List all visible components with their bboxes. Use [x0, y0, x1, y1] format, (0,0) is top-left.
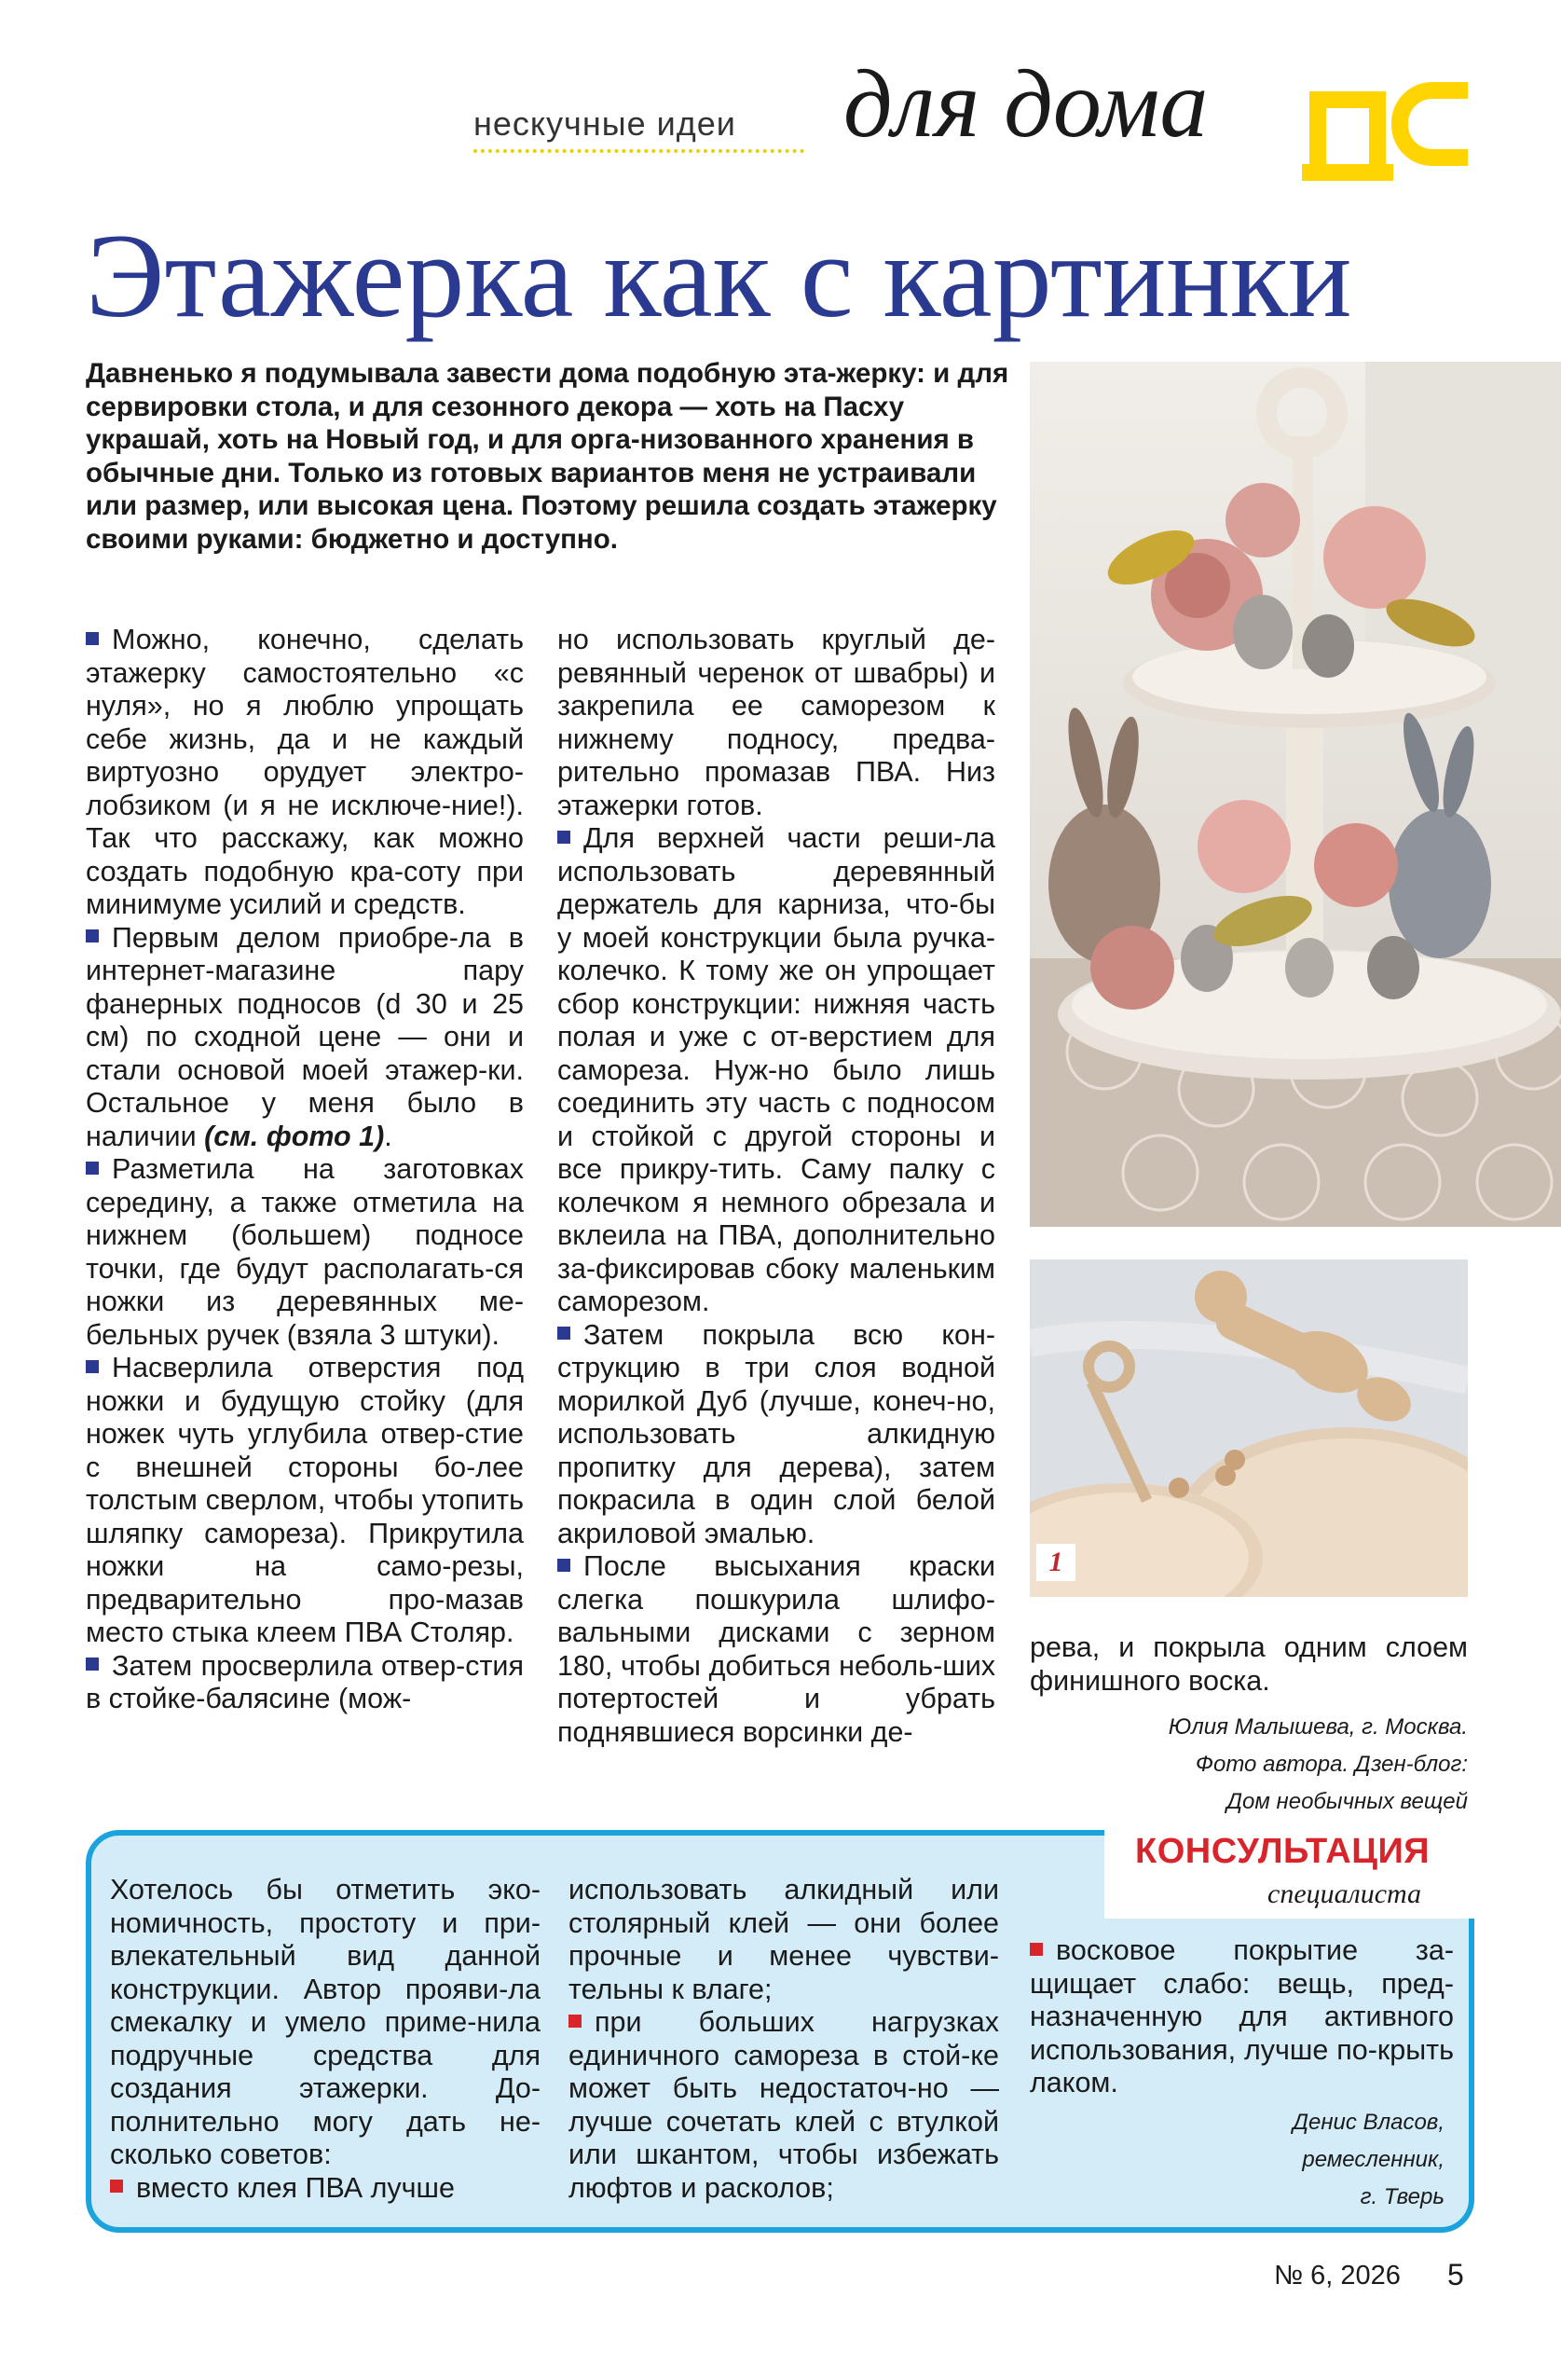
bullet-icon — [557, 1327, 570, 1340]
paragraph: Затем покрыла всю кон-струкцию в три слоя водной морилкой Дуб (лучше, конеч-но, использовать алкидную пропитку для дерева), затем покрасила в один слой белой акриловой эмалью. — [557, 1318, 995, 1549]
paragraph: восковое покрытие за-щищает слабо: вещь, пред-назначенную для активного использования, лучше по-крыть лаком. — [1030, 1934, 1454, 2098]
bullet-icon — [568, 2015, 582, 2028]
photo-number-badge: 1 — [1036, 1544, 1075, 1581]
bullet-icon — [557, 1559, 570, 1572]
stand-illustration — [1030, 362, 1561, 1227]
rubric-underline — [473, 149, 804, 153]
paragraph: Затем просверлила отвер-стия в стойке-балясине (мож- — [86, 1649, 524, 1714]
parts-illustration — [1030, 1259, 1468, 1597]
page-number: 5 — [1447, 2258, 1464, 2291]
magazine-logo — [1309, 73, 1472, 175]
credit-line: г. Тверь — [1360, 2184, 1445, 2209]
paragraph: но использовать круглый де-ревянный черенок от швабры) и закрепила ее саморезом к нижнему подносу, предва-рительно промазав ПВА. Низ этажерки готов. — [557, 624, 995, 821]
bullet-icon — [110, 2180, 123, 2193]
article-column-3: рева, и покрыла одним слоем финишного воска. — [1030, 1631, 1468, 1697]
bullet-icon — [86, 1360, 99, 1373]
paragraph: Первым делом приобре-ла в интернет-магазине пару фанерных подносов (d 30 и 25 см) по сходной цене — они и стали основой моей этажер-ки. Остальное у меня было в наличии (см. фото 1). — [86, 921, 524, 1152]
logo-letter-d — [1309, 91, 1386, 166]
article-column-1 — [86, 624, 524, 1716]
bullet-icon — [86, 1162, 99, 1175]
article-column-2 — [557, 624, 995, 1749]
logo-letter-s — [1391, 82, 1468, 166]
author-credits — [1030, 1709, 1468, 1821]
paragraph: Насверлила отверстия под ножки и будущую стойку (для ножек чуть углубила отвер-стие с внешней стороны бо-лее толстым сверлом, чтобы утопить шляпку самореза). Прикрутила ножки на само-резы, предварительно про-мазав место стыка клеем ПВА Столяр. — [86, 1352, 524, 1648]
rubric-title: для дома — [843, 50, 1209, 158]
paragraph: Можно, конечно, сделать этажерку самостоятельно «с нуля», но я люблю упрощать себе жизнь, да и не каждый виртуозно орудует электро-лобзиком (и я не исключе-ние!). Так что расскажу, как можно создать подобную кра-соту при минимуме усилий и средств. — [86, 624, 524, 920]
consultation-title: КОНСУЛЬТАЦИЯ — [1135, 1832, 1431, 1871]
credit-line: Юлия Малышева, г. Москва. — [1168, 1714, 1468, 1740]
bullet-icon — [86, 929, 99, 942]
credit-line: ремесленник, — [1302, 2147, 1445, 2172]
photo-tiered-stand — [1030, 362, 1561, 1227]
photo-reference: (см. фото 1) — [204, 1120, 385, 1152]
consultation-column-1 — [110, 1874, 541, 2205]
expert-credits — [1030, 2104, 1445, 2216]
paragraph: Разметила на заготовках середину, а также отметила на нижнем (большем) подносе точки, где будут располагать-ся ножки из деревянных ме-бельных ручек (взяла 3 штуки). — [86, 1153, 524, 1351]
consultation-column-2 — [568, 1874, 999, 2205]
issue-number: № 6, 2026 — [1274, 2261, 1401, 2291]
article-title: Этажерка как с картинки — [86, 210, 1352, 342]
paragraph: при больших нагрузках единичного самореза в стой-ке может быть недостаточ-но — лучше сочетать клей с втулкой или шкантом, чтобы избежать люфтов и расколов; — [568, 2006, 999, 2204]
credit-line: Дом необычных вещей — [1226, 1789, 1468, 1814]
bullet-icon — [557, 831, 570, 844]
photo-parts — [1030, 1259, 1468, 1597]
rubric-label: нескучные идеи — [473, 104, 736, 143]
paragraph: После высыхания краски слегка пошкурила шлифо-вальными дисками с зерном 180, чтобы добиться неболь-ших потертостей и убрать поднявшиеся ворсинки де- — [557, 1550, 995, 1748]
bullet-icon — [1030, 1943, 1043, 1956]
bullet-icon — [86, 632, 99, 645]
bullet-icon — [86, 1658, 99, 1671]
paragraph: использовать алкидный или столярный клей — они более прочные и менее чувстви-тельны к влаге; — [568, 1874, 999, 2005]
paragraph: вместо клея ПВА лучше — [110, 2172, 541, 2206]
consultation-column-3 — [1030, 1934, 1454, 2100]
paragraph: Хотелось бы отметить эко-номичность, простоту и при-влекательный вид данной конструкции. Автор прояви-ла смекалку и умело приме-нила подручные средства для создания этажерки. До-полнительно могу дать не-сколько советов: — [110, 1874, 541, 2170]
consultation-subtitle: специалиста — [1267, 1878, 1422, 1909]
article-lead: Давненько я подумывала завести дома подобную эта-жерку: и для сервировки стола, и для сезонного декора — хоть на Пасху украшай, хоть на Новый год, и для орга-низованного хранения в обычные дни. Только из готовых вариантов меня не устраивали или размер, или высокая цена. Поэтому решила создать этажерку своими руками: бюджетно и доступно. — [86, 358, 1009, 555]
credit-line: Денис Власов, — [1293, 2110, 1445, 2135]
paragraph: Для верхней части реши-ла использовать деревянный держатель для карниза, что-бы у моей конструкции была ручка-колечко. К тому же он упрощает сбор конструкции: нижняя часть полая и уже с от-верстием для самореза. Нуж-но было лишь соединить эту часть с подносом и стойкой с другой стороны и все прикру-тить. Саму палку с колечком я немного обрезала и вклеила на ПВА, дополнительно за-фиксировав сбоку маленьким саморезом. — [557, 822, 995, 1317]
credit-line: Фото автора. Дзен-блог: — [1195, 1752, 1468, 1777]
